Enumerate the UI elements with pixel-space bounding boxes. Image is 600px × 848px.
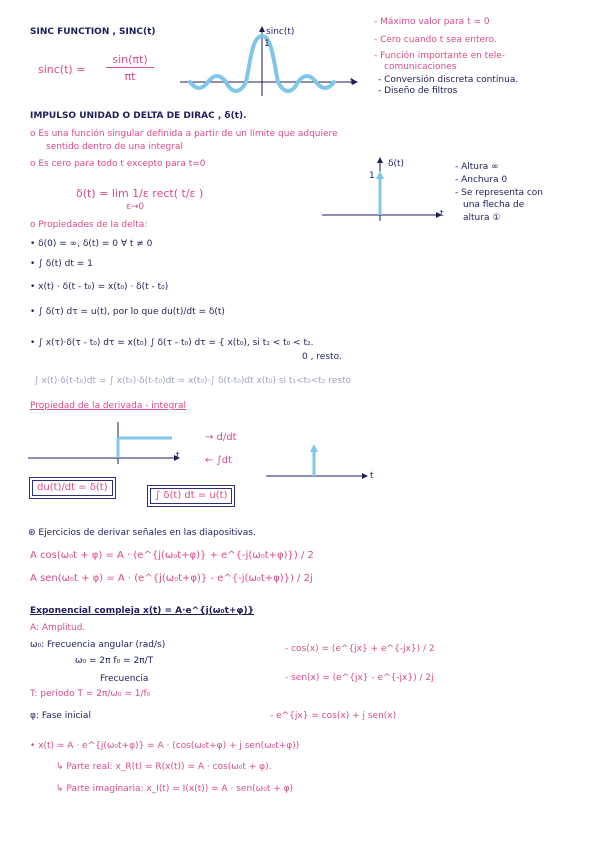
- derivative-heading: Propiedad de la derivada - integral: [30, 401, 187, 411]
- dirac-plot-ylabel: δ(t): [388, 159, 405, 169]
- property-4: • ∫ δ(τ) dτ = u(t), por lo que du(t)/dt = δ(t): [30, 307, 225, 317]
- complex-exp-imag-part: ↳ Parte imaginaria: x_I(t) = I(x(t)) = A · sen(ω₀t + φ): [56, 784, 294, 794]
- complex-exp-amplitude: A: Amplitud.: [30, 623, 86, 633]
- dirac-plot: [318, 155, 448, 225]
- step-plot-xlabel: t: [176, 451, 180, 461]
- sinc-plot-xlabel: t: [350, 77, 354, 87]
- complex-exp-period: T: periodo T = 2π/ω₀ = 1/f₀: [30, 689, 151, 699]
- impulse-plot: [262, 436, 372, 486]
- property-3: • x(t) · δ(t - t₀) = x(t₀) · δ(t - t₀): [30, 282, 169, 292]
- sinc-formula-den: πt: [124, 70, 136, 83]
- dirac-plot-xlabel: t: [440, 209, 444, 219]
- complex-exp-expansion: • x(t) = A · e^{j(ω₀t+φ)} = A · (cos(ω₀t+φ) + j sen(ω₀t+φ)): [30, 741, 300, 751]
- sinc-plot-ylabel: sinc(t): [266, 27, 295, 37]
- dirac-limit-formula: δ(t) = lim 1/ε rect( t/ε ): [76, 187, 204, 200]
- property-5-else: 0 , resto.: [302, 352, 342, 362]
- sinc-fraction-bar: [106, 67, 154, 68]
- dirac-plot-ytick: 1: [369, 171, 375, 181]
- derivative-arrow-left: ← ∫dt: [205, 455, 233, 466]
- complex-exp-frequency-eq: ω₀ = 2π f₀ = 2π/T: [75, 656, 154, 666]
- complex-exp-rhs-euler: - e^{jx} = cos(x) + j sen(x): [270, 711, 397, 721]
- sinc-note-2: - Cero cuando t sea entero.: [374, 35, 497, 45]
- dirac-bullet2: o Es cero para todo t excepto para t=0: [30, 159, 206, 169]
- properties-faint-line: ∫ x(t)·δ(t-t₀)dt = ∫ x(t₀)·δ(t-t₀)dt = x(t₀)·∫ δ(t-t₀)dt x(t₀) si t₁<t₀<t₂ resto: [34, 376, 352, 386]
- dirac-note-1: - Altura ∞: [455, 162, 499, 172]
- sinc-heading: SINC FUNCTION , SINC(t): [30, 27, 156, 37]
- complex-exp-frequency: ω₀: Frecuencia angular (rad/s): [30, 640, 166, 650]
- derivative-box: du(t)/dt = δ(t): [32, 480, 113, 496]
- exercise-cos: A cos(ω₀t + φ) = A · (e^{j(ω₀t+φ)} + e^{-j(ω₀t+φ)}) / 2: [30, 550, 314, 561]
- complex-exp-real-part: ↳ Parte real: x_R(t) = R(x(t)) = A · cos(ω₀t + φ).: [56, 762, 272, 772]
- property-5: • ∫ x(τ)·δ(τ - t₀) dτ = x(t₀) ∫ δ(τ - t₀) dτ = { x(t₀), si t₁ < t₀ < t₂.: [30, 338, 314, 348]
- dirac-heading: IMPULSO UNIDAD O DELTA DE DIRAC , δ(t).: [30, 111, 247, 121]
- complex-exp-phase: φ: Fase inicial: [30, 711, 91, 721]
- sinc-plot-ytick: 1: [264, 39, 270, 49]
- properties-heading: o Propiedades de la delta:: [30, 220, 148, 230]
- complex-exp-rhs-sen: - sen(x) = (e^{jx} - e^{-jx}) / 2j: [285, 673, 434, 683]
- dirac-note-2: - Anchura 0: [455, 175, 508, 185]
- impulse-plot-xlabel: t: [370, 471, 374, 481]
- dirac-note-5: altura ①: [463, 213, 501, 223]
- complex-exp-heading: Exponencial compleja x(t) = A·e^{j(ω₀t+φ)}: [30, 606, 254, 616]
- dirac-limit-sub: ε→0: [126, 202, 145, 212]
- sinc-formula-lhs: sinc(t) =: [38, 63, 86, 76]
- dirac-bullet1-line2: sentido dentro de una integral: [46, 142, 183, 152]
- exercise-sen: A sen(ω₀t + φ) = A · (e^{j(ω₀t+φ)} - e^{-j(ω₀t+φ)}) / 2j: [30, 573, 313, 584]
- sinc-note-4: comunicaciones: [384, 62, 457, 72]
- complex-exp-rhs-cos: - cos(x) = (e^{jx} + e^{-jx}) / 2: [285, 644, 435, 654]
- sinc-note-3: - Función importante en tele-: [374, 51, 506, 61]
- dirac-note-3: - Se representa con: [455, 188, 544, 198]
- sinc-note-6: - Diseño de filtros: [378, 86, 458, 96]
- derivative-arrow-right: → d/dt: [205, 432, 237, 443]
- complex-exp-frequency-note: Frecuencia: [100, 674, 149, 684]
- sinc-note-1: - Máximo valor para t = 0: [374, 17, 490, 27]
- integral-box: ∫ δ(t) dt = u(t): [150, 488, 232, 504]
- dirac-bullet1-line1: o Es una función singular definida a partir de un límite que adquiere: [30, 129, 338, 139]
- property-1: • δ(0) = ∞, δ(t) = 0 ∀ t ≠ 0: [30, 239, 153, 249]
- property-2: • ∫ δ(t) dt = 1: [30, 259, 93, 269]
- exercise-line: ⊛ Ejercicios de derivar señales en las diapositivas.: [28, 528, 256, 538]
- sinc-formula-num: sin(πt): [112, 53, 148, 66]
- dirac-note-4: una flecha de: [463, 200, 525, 210]
- sinc-note-5: - Conversión discreta continua.: [378, 75, 519, 85]
- step-plot: [24, 420, 184, 470]
